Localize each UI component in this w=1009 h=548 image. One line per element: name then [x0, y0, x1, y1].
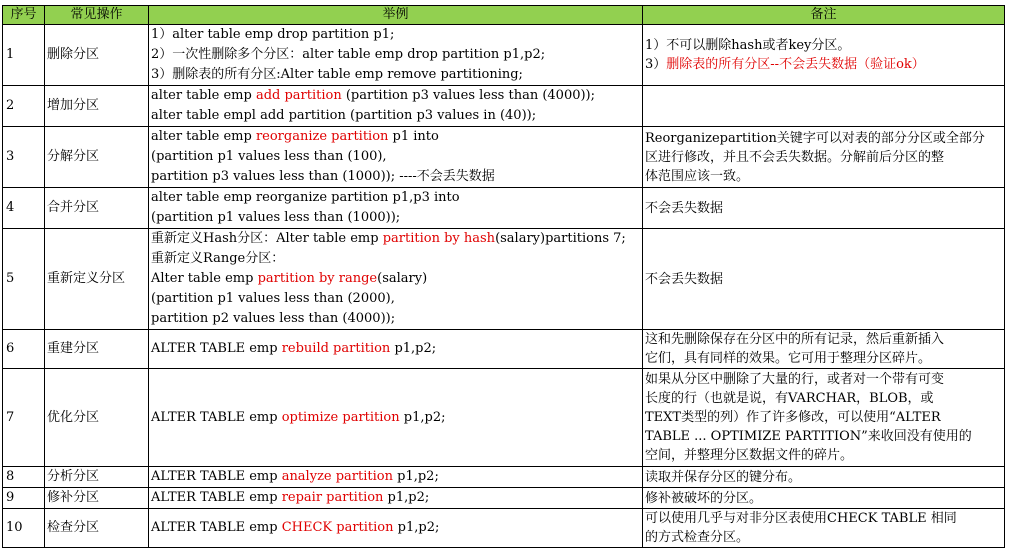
example-cell[interactable]: [149, 509, 643, 548]
header-row: [3, 6, 1005, 25]
text-span: partition p2 values less than (4000));: [151, 311, 396, 326]
keyword-highlight: optimize partition: [281, 409, 400, 425]
text-span: alter table emp reorganize partition p1,p3 into: [151, 190, 460, 205]
text-span: 不会丢失数据: [645, 200, 724, 216]
note-cell[interactable]: [643, 188, 1005, 229]
cell-line: [645, 489, 1002, 508]
note-cell[interactable]: [643, 488, 1005, 509]
operation-cell[interactable]: 分解分区: [45, 127, 149, 188]
cell-line: [151, 269, 640, 289]
text-span: 它们，具有同样的效果。它可用于整理分区碎片。: [645, 351, 932, 366]
note-cell[interactable]: [643, 127, 1005, 188]
cell-line: [645, 55, 1002, 74]
keyword-highlight: repair partition: [281, 490, 384, 505]
cell-line: [151, 45, 640, 65]
cell-line: [151, 339, 640, 359]
cell-line: [645, 349, 1002, 368]
keyword-highlight: CHECK partition: [281, 520, 394, 535]
text-span: (partition p1 values less than (1000));: [151, 210, 401, 225]
text-span: 修补被破坏的分区。: [645, 490, 763, 506]
table-row: [3, 188, 1005, 229]
cell-line: [151, 127, 640, 147]
text-span: p1,p2;: [399, 409, 446, 425]
cell-line: [151, 147, 640, 167]
example-cell[interactable]: [149, 229, 643, 330]
text-span: 2）一次性删除多个分区：alter table emp drop partition p1,p2;: [151, 47, 546, 62]
header-example[interactable]: 举例: [149, 6, 643, 25]
text-span: 空间，并整理分区数据文件的碎片。: [645, 448, 854, 463]
text-span: (partition p1 values less than (100),: [151, 149, 387, 164]
table-row: [3, 25, 1005, 86]
cell-line: [151, 488, 640, 508]
row-number-cell[interactable]: 9: [3, 488, 45, 509]
example-cell[interactable]: [149, 86, 643, 127]
operation-cell[interactable]: 重新定义分区: [45, 229, 149, 330]
cell-line: [151, 188, 640, 208]
text-span: ALTER TABLE emp: [151, 341, 282, 356]
cell-line: [151, 167, 640, 187]
text-span: 3）删除表的所有分区:Alter table emp remove partitioning;: [151, 67, 523, 82]
cell-line: [645, 199, 1002, 218]
keyword-highlight: partition by hash: [382, 231, 496, 246]
text-span: ALTER TABLE emp: [151, 490, 282, 505]
row-number-cell[interactable]: 4: [3, 188, 45, 229]
note-cell[interactable]: [643, 509, 1005, 548]
table-row: [3, 86, 1005, 127]
text-span: ALTER TABLE emp: [151, 469, 282, 484]
row-number-cell[interactable]: 5: [3, 229, 45, 330]
partition-operations-table: [2, 5, 1005, 548]
text-span: Reorganizepartition关键字可以对表的部分分区或全部分: [645, 130, 985, 146]
example-cell[interactable]: [149, 330, 643, 369]
operation-cell[interactable]: 检查分区: [45, 509, 149, 548]
text-span: alter table empl add partition (partition p3 values in (40));: [151, 108, 537, 123]
text-span: alter table emp: [151, 129, 256, 144]
note-cell[interactable]: [643, 369, 1005, 467]
example-cell[interactable]: [149, 127, 643, 188]
text-span: TABLE ... OPTIMIZE PARTITION”来收回没有使用的: [645, 429, 972, 444]
note-cell[interactable]: [643, 25, 1005, 86]
row-number-cell[interactable]: 2: [3, 86, 45, 127]
cell-line: [151, 467, 640, 487]
operation-cell[interactable]: 增加分区: [45, 86, 149, 127]
cell-line: [151, 309, 640, 329]
text-span: 区进行修改，并且不会丢失数据。分解前后分区的整: [645, 149, 945, 165]
row-number-cell[interactable]: 1: [3, 25, 45, 86]
keyword-highlight: reorganize partition: [255, 129, 389, 144]
operation-cell[interactable]: 分析分区: [45, 467, 149, 488]
note-cell[interactable]: [643, 467, 1005, 488]
text-span: 1）alter table emp drop partition p1;: [151, 27, 395, 42]
example-cell[interactable]: [149, 188, 643, 229]
row-number-cell[interactable]: 3: [3, 127, 45, 188]
text-span: 体范围应该一致。: [645, 168, 750, 184]
text-span: ALTER TABLE emp: [151, 409, 282, 425]
text-span: 1）不可以删除hash或者key分区。: [645, 38, 851, 53]
keyword-highlight: analyze partition: [281, 469, 393, 484]
text-span: (partition p3 values less than (4000));: [341, 88, 596, 103]
text-span: 重新定义Hash分区：Alter table emp: [151, 231, 383, 246]
cell-line: [645, 408, 1002, 427]
row-number-cell[interactable]: 8: [3, 467, 45, 488]
cell-line: [645, 36, 1002, 55]
text-span: 重新定义Range分区：: [151, 251, 285, 266]
example-cell[interactable]: [149, 488, 643, 509]
cell-line: [151, 208, 640, 228]
cell-line: [151, 106, 640, 126]
keyword-highlight: 删除表的所有分区--不会丢失数据（验证ok）: [666, 57, 925, 72]
cell-line: [151, 229, 640, 249]
text-span: TEXT类型的列）作了许多修改，可以使用“ALTER: [645, 410, 941, 425]
cell-line: [151, 289, 640, 309]
text-span: 如果从分区中删除了大量的行，或者对一个带有可变: [645, 372, 945, 387]
cell-line: [645, 270, 1002, 289]
cell-line: [645, 167, 1002, 186]
operation-cell[interactable]: 重建分区: [45, 330, 149, 369]
text-span: 读取并保存分区的键分布。: [645, 469, 802, 485]
cell-line: [645, 148, 1002, 167]
cell-line: [645, 370, 1002, 389]
text-span: p1,p2;: [390, 341, 437, 356]
cell-line: [645, 129, 1002, 148]
header-num[interactable]: 序号: [3, 6, 45, 25]
note-cell[interactable]: [643, 229, 1005, 330]
cell-line: [645, 528, 1002, 547]
table-row: [3, 467, 1005, 488]
operation-cell[interactable]: 合并分区: [45, 188, 149, 229]
row-number-cell[interactable]: 6: [3, 330, 45, 369]
note-cell[interactable]: [643, 86, 1005, 127]
example-cell[interactable]: [149, 369, 643, 467]
text-span: (salary)partitions 7;: [495, 231, 626, 246]
text-span: 这和先删除保存在分区中的所有记录，然后重新插入: [645, 332, 945, 347]
table-row: [3, 369, 1005, 467]
cell-line: [645, 509, 1002, 528]
example-cell[interactable]: [149, 25, 643, 86]
table-row: [3, 127, 1005, 188]
operation-cell[interactable]: 修补分区: [45, 488, 149, 509]
cell-line: [645, 389, 1002, 408]
header-operation[interactable]: 常见操作: [45, 6, 149, 25]
cell-line: [645, 330, 1002, 349]
row-number-cell[interactable]: 7: [3, 369, 45, 467]
header-note[interactable]: 备注: [643, 6, 1005, 25]
note-cell[interactable]: [643, 330, 1005, 369]
table-row: [3, 509, 1005, 548]
cell-line: [151, 249, 640, 269]
cell-line: [645, 427, 1002, 446]
cell-line: [645, 468, 1002, 487]
text-span: alter table emp: [151, 88, 256, 103]
cell-line: [151, 25, 640, 45]
text-span: p1,p2;: [383, 490, 430, 505]
text-span: p1,p2;: [393, 520, 440, 535]
text-span: ALTER TABLE emp: [151, 520, 282, 535]
text-span: Alter table emp: [151, 271, 258, 286]
text-span: (partition p1 values less than (2000),: [151, 291, 395, 306]
cell-line: [151, 408, 640, 428]
text-span: 的方式检查分区。: [645, 530, 750, 545]
keyword-highlight: partition by range: [257, 271, 378, 286]
text-span: p1,p2;: [393, 469, 439, 484]
text-span: 可以使用几乎与对非分区表使用CHECK TABLE 相同: [645, 511, 957, 526]
keyword-highlight: rebuild partition: [281, 341, 391, 356]
example-cell[interactable]: [149, 467, 643, 488]
keyword-highlight: add partition: [255, 88, 342, 103]
text-span: p1 into: [388, 129, 439, 144]
text-span: 不会丢失数据: [645, 271, 724, 287]
text-span: (salary): [377, 271, 428, 286]
cell-line: [645, 446, 1002, 465]
operation-cell[interactable]: 删除分区: [45, 25, 149, 86]
table-row: [3, 330, 1005, 369]
text-span: 长度的行（也就是说，有VARCHAR，BLOB，或: [645, 391, 934, 406]
text-span: 3）: [645, 57, 667, 72]
text-span: partition p3 values less than (1000)); ----不会丢失数据: [151, 169, 495, 184]
table-row: [3, 488, 1005, 509]
row-number-cell[interactable]: 10: [3, 509, 45, 548]
cell-line: [151, 86, 640, 106]
cell-line: [151, 65, 640, 85]
table-row: [3, 229, 1005, 330]
operation-cell[interactable]: 优化分区: [45, 369, 149, 467]
cell-line: [151, 518, 640, 538]
